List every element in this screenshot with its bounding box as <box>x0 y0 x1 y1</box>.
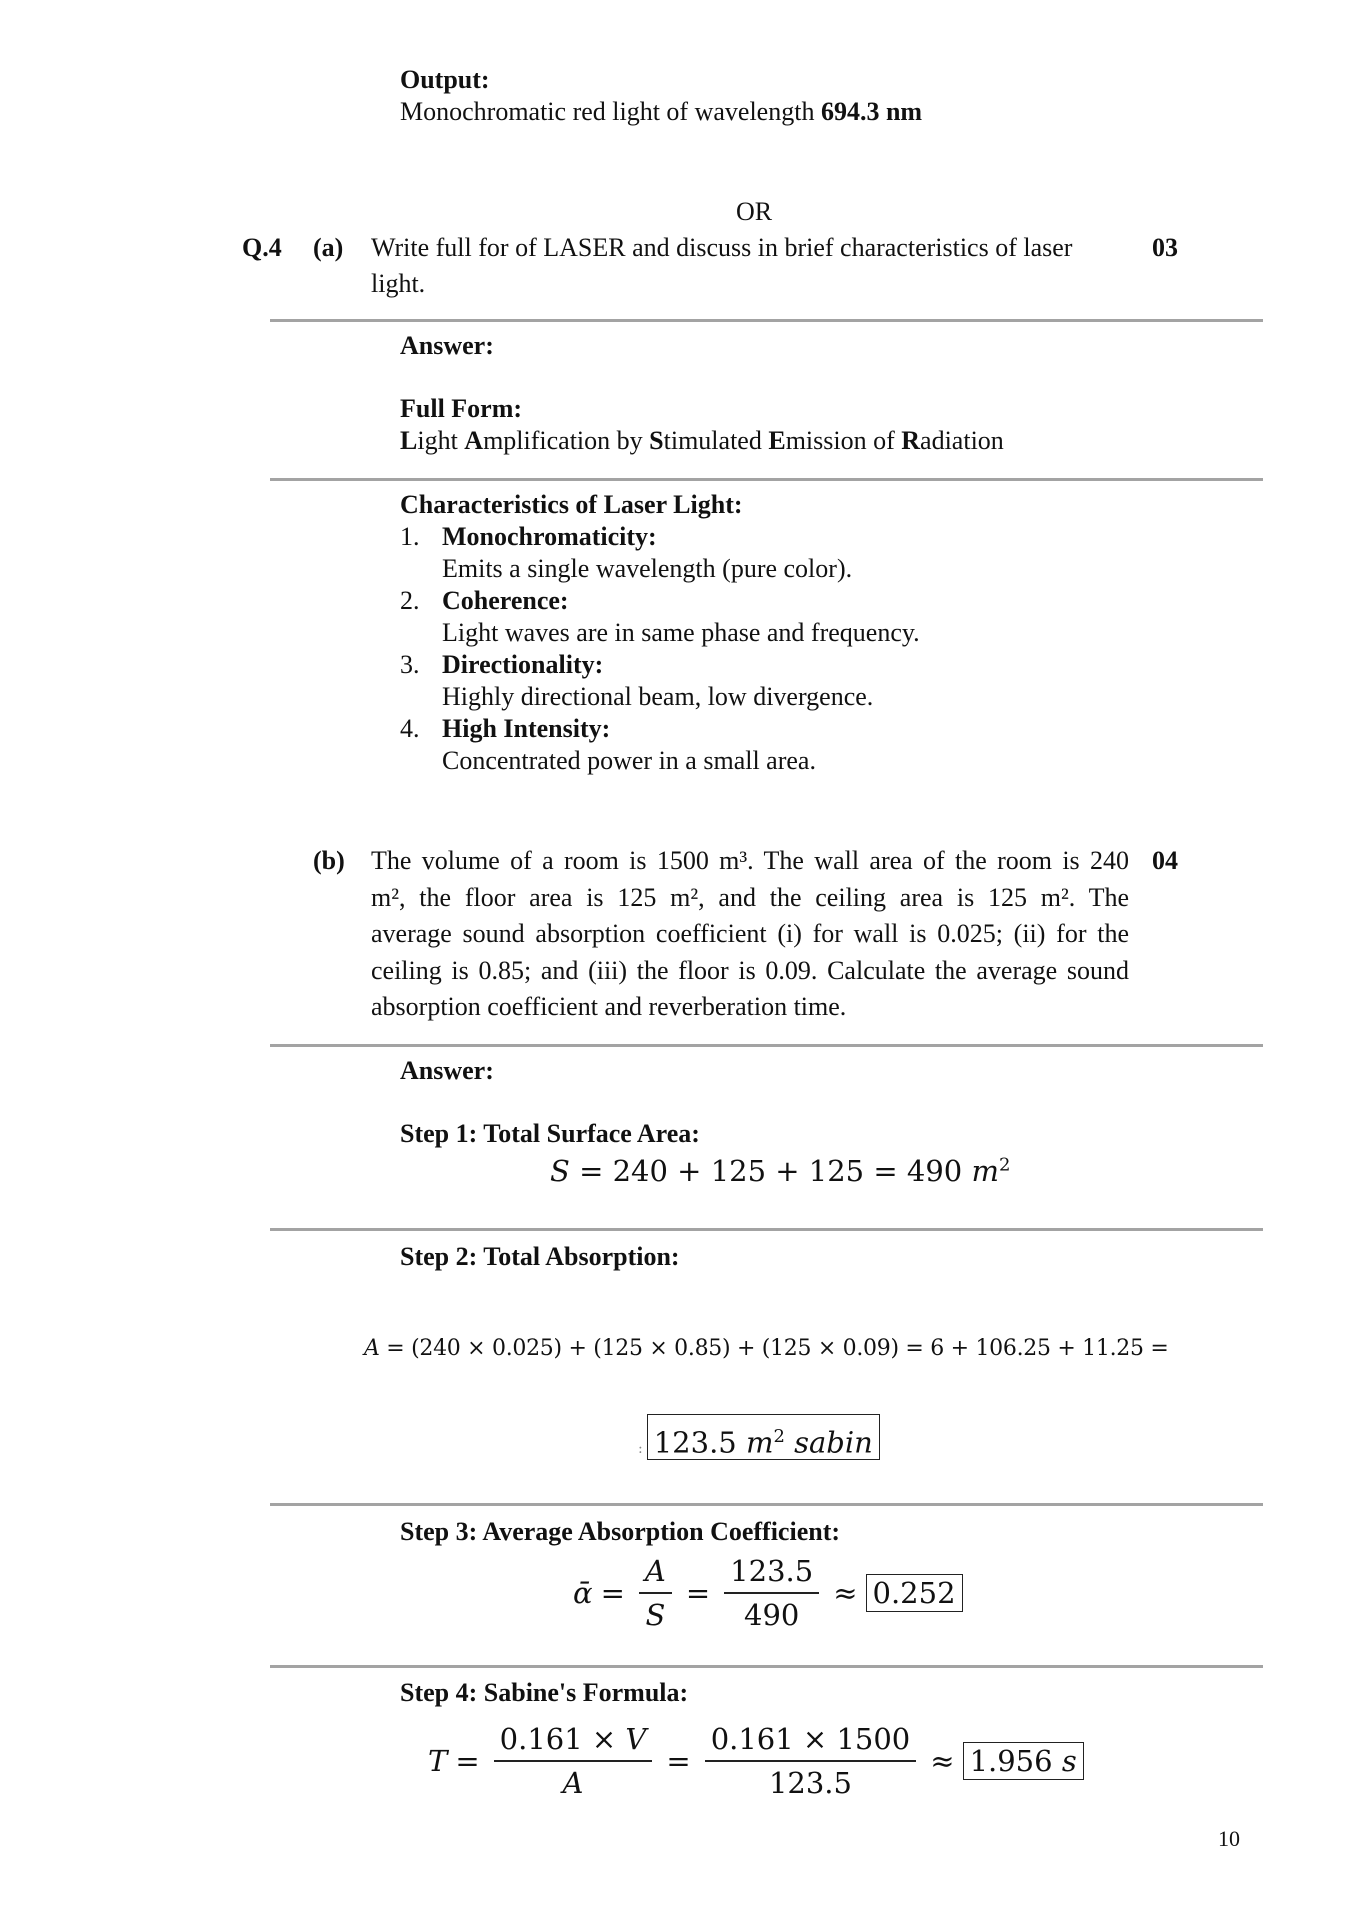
question-line: ceiling is 0.85; and (iii) the floor is 0.09. Calculate the average sound <box>371 955 1129 985</box>
fraction <box>705 1722 917 1800</box>
output-text <box>400 96 922 128</box>
result-box: 0.252 <box>866 1574 963 1612</box>
denominator: 123.5 <box>768 1766 852 1800</box>
numerator-const: 0.161 × <box>499 1722 626 1756</box>
list-item-title: Coherence: <box>442 586 569 615</box>
fraction <box>724 1554 819 1632</box>
list-item-title: Directionality: <box>442 650 604 679</box>
result-unit: m <box>745 1425 774 1460</box>
question-line: absorption coefficient and reverberation time. <box>371 992 847 1021</box>
step1-equation <box>550 1154 1010 1188</box>
numerator <box>494 1722 653 1762</box>
math-sup: 2 <box>998 1154 1011 1176</box>
list-item <box>400 713 920 745</box>
approx-sign: ≈ <box>833 1576 858 1610</box>
denominator: S <box>645 1598 666 1632</box>
part-b-marks: 04 <box>1152 846 1178 875</box>
initial-l: L <box>400 426 418 455</box>
equals-sign: = <box>600 1576 625 1610</box>
numerator: 0.161 × 1500 <box>705 1722 917 1762</box>
or-separator: OR <box>736 197 773 226</box>
list-number: 3. <box>400 650 420 679</box>
equals-sign: = <box>666 1744 691 1778</box>
result-box <box>647 1414 880 1460</box>
equals-sign: = <box>685 1576 711 1610</box>
full-form-heading: Full Form: <box>400 394 523 423</box>
word-rest: mplification by <box>483 426 650 455</box>
step2-equation <box>364 1336 1168 1361</box>
question-number: Q.4 <box>242 233 282 262</box>
output-description: Monochromatic red light of wavelength <box>400 97 821 126</box>
divider <box>270 1665 1263 1668</box>
numerator-var: V <box>625 1722 647 1756</box>
approx-sign: ≈ <box>930 1744 955 1778</box>
list-item-title: Monochromaticity: <box>442 522 657 551</box>
list-item-desc: Emits a single wavelength (pure color). <box>442 554 853 583</box>
word-rest: timulated <box>663 426 769 455</box>
divider <box>270 478 1263 481</box>
math-unit: m <box>971 1154 999 1188</box>
result-value: 123.5 <box>653 1425 746 1460</box>
characteristics-list <box>400 521 920 777</box>
math-prefix: : <box>638 1440 643 1457</box>
list-item <box>400 521 920 553</box>
step1-heading: Step 1: Total Surface Area: <box>400 1119 700 1148</box>
result-unit: s <box>1061 1743 1077 1778</box>
step2-result <box>638 1414 880 1460</box>
output-heading: Output: <box>400 65 490 94</box>
fraction <box>494 1722 653 1800</box>
result-sup: 2 <box>773 1426 785 1447</box>
divider <box>270 1503 1263 1506</box>
equals-sign: = <box>455 1744 480 1778</box>
question-line: average sound absorption coefficient (i) for wall is 0.025; (ii) for the <box>371 919 1129 948</box>
word-rest: mission of <box>785 426 902 455</box>
output-wavelength: 694.3 nm <box>820 97 923 126</box>
list-item-title: High Intensity: <box>442 714 611 743</box>
initial-r: R <box>901 426 921 455</box>
part-a-marks: 03 <box>1152 233 1178 262</box>
math-expr: = 240 + 125 + 125 = 490 <box>569 1154 972 1188</box>
result-value: 1.956 <box>969 1743 1062 1778</box>
initial-a: A <box>464 426 484 455</box>
answer-label: Answer: <box>400 331 494 360</box>
part-b-question <box>371 843 1129 1026</box>
part-a-question-line1: Write full for of LASER and discuss in brief characteristics of laser <box>371 233 1073 262</box>
part-a-question-line2: light. <box>371 269 426 298</box>
step4-equation <box>428 1722 1084 1800</box>
math-var-alpha-bar: ᾱ <box>573 1576 593 1610</box>
list-item <box>400 585 920 617</box>
denominator: 490 <box>744 1598 800 1632</box>
part-b-label: (b) <box>313 846 345 875</box>
full-form-text <box>400 425 1004 457</box>
result-box <box>963 1742 1084 1780</box>
step2-heading: Step 2: Total Absorption: <box>400 1242 680 1271</box>
part-a-label: (a) <box>313 233 344 262</box>
initial-e: E <box>768 426 786 455</box>
list-number: 2. <box>400 586 420 615</box>
step3-equation <box>573 1554 963 1632</box>
list-item-desc: Concentrated power in a small area. <box>442 746 816 775</box>
step4-heading: Step 4: Sabine's Formula: <box>400 1678 689 1707</box>
characteristics-heading: Characteristics of Laser Light: <box>400 490 743 519</box>
list-number: 1. <box>400 522 420 551</box>
question-line: m², the floor area is 125 m², and the ceiling area is 125 m². The <box>371 882 1129 912</box>
page-number: 10 <box>1218 1826 1240 1851</box>
step3-heading: Step 3: Average Absorption Coefficient: <box>400 1517 841 1546</box>
divider <box>270 1044 1263 1047</box>
divider <box>270 319 1263 322</box>
word-rest: adiation <box>920 426 1004 455</box>
list-item <box>400 649 920 681</box>
question-line: The volume of a room is 1500 m³. The wall area of the room is 240 <box>371 846 1129 875</box>
numerator: 123.5 <box>724 1554 819 1594</box>
math-var: A <box>364 1336 380 1361</box>
math-expr: = (240 × 0.025) + (125 × 0.85) + (125 × 0.09) = 6 + 106.25 + 11.25 = <box>379 1336 1169 1361</box>
math-var: T <box>428 1744 448 1778</box>
numerator: A <box>639 1554 672 1594</box>
word-rest: ight <box>417 426 465 455</box>
math-var: S <box>550 1154 570 1188</box>
list-item-desc: Light waves are in same phase and frequency. <box>442 618 920 647</box>
result-word: sabin <box>784 1425 873 1460</box>
fraction <box>639 1554 672 1632</box>
divider <box>270 1228 1263 1231</box>
list-item-desc: Highly directional beam, low divergence. <box>442 682 874 711</box>
answer-label: Answer: <box>400 1056 494 1085</box>
denominator: A <box>562 1766 584 1800</box>
initial-s: S <box>649 426 664 455</box>
list-number: 4. <box>400 714 420 743</box>
